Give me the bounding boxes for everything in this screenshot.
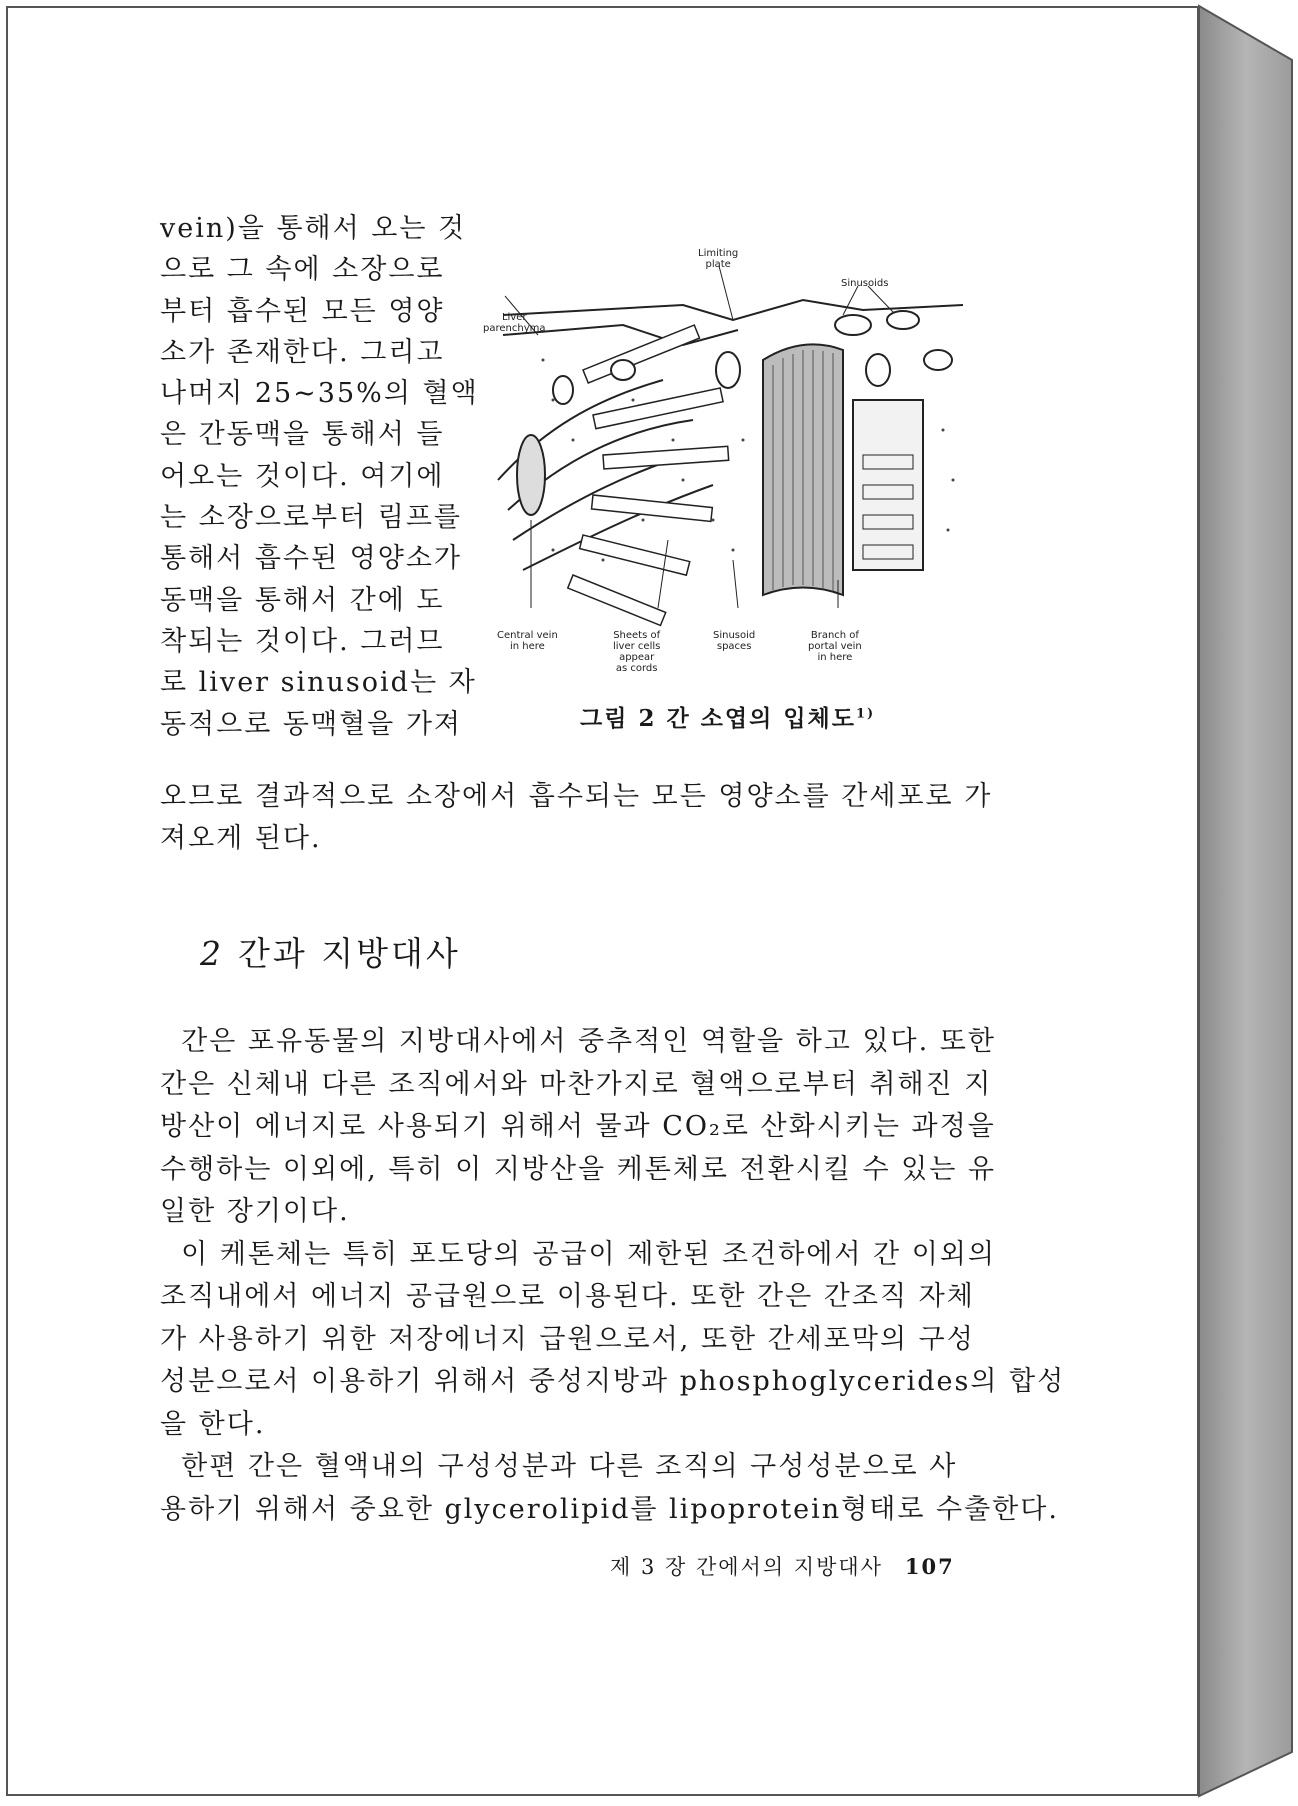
text-line: 소가 존재한다. 그리고 — [160, 336, 445, 368]
text-line: 한편 간은 혈액내의 구성성분과 다른 조직의 구성성분으로 사 — [160, 1451, 958, 1482]
label-liver-parenchyma: Liver parenchyma — [483, 312, 546, 334]
text-line: 간은 포유동물의 지방대사에서 중추적인 역할을 하고 있다. 또한 — [160, 1026, 996, 1057]
text-line: 가 사용하기 위한 저장에너지 급원으로서, 또한 간세포막의 구성 — [160, 1323, 975, 1355]
section-title: 간과 지방대사 — [238, 934, 461, 973]
text-line: 오므로 결과적으로 소장에서 흡수되는 모든 영양소를 간세포로 가 — [160, 781, 993, 812]
section-heading — [200, 928, 461, 975]
body-paragraphs — [160, 1021, 1066, 1531]
text-line: 져오게 된다. — [160, 823, 322, 854]
page-footer — [610, 1551, 955, 1581]
label-sheets-of-liver-cells: Sheets of liver cells appear as cords — [613, 630, 661, 674]
text-line: 을 한다. — [160, 1408, 266, 1440]
text-line: 는 소장으로부터 림프를 — [160, 502, 462, 534]
text-line: 으로 그 속에 소장으로 — [160, 254, 445, 286]
section-number: 2 — [200, 934, 224, 973]
text-line: 용하기 위해서 중요한 glycerolipid를 lipoprotein형태로 수출한다. — [160, 1493, 1059, 1525]
text-line: 성분으로서 이용하기 위해서 중성지방과 phosphoglycerides의 합성 — [160, 1366, 1066, 1397]
page-number: 107 — [904, 1554, 955, 1579]
label-sinusoid-spaces: Sinusoid spaces — [713, 630, 756, 652]
figure-caption — [580, 700, 875, 733]
text-line: vein)을 통해서 오는 것 — [160, 213, 467, 244]
text-line: 동맥을 통해서 간에 도 — [160, 584, 445, 616]
text-line: 조직내에서 에너지 공급원으로 이용된다. 또한 간은 간조직 자체 — [160, 1281, 975, 1312]
text-line: 나머지 25~35%의 혈액 — [160, 378, 479, 410]
figure-caption-footnote: 1) — [856, 706, 876, 722]
text-line: 동적으로 동맥혈을 가져 — [160, 708, 462, 740]
text-line: 방산이 에너지로 사용되기 위해서 물과 CO₂로 산화시키는 과정을 — [160, 1111, 996, 1142]
text-line: 부터 흡수된 모든 영양 — [160, 295, 445, 327]
text-line: 로 liver sinusoid는 자 — [160, 667, 477, 699]
text-line: 일한 장기이다. — [160, 1196, 350, 1227]
label-limiting-plate: Limiting plate — [698, 248, 739, 270]
text-line: 수행하는 이외에, 특히 이 지방산을 케톤체로 전환시킬 수 있는 유 — [160, 1153, 996, 1185]
chapter-title: 제 3 장 간에서의 지방대사 — [610, 1555, 883, 1579]
liver-lobule-illustration — [483, 250, 983, 670]
text-line: 착되는 것이다. 그러므 — [160, 625, 445, 657]
liver-lobule-figure — [483, 248, 983, 674]
text-line: 통해서 흡수된 영양소가 — [160, 543, 462, 575]
text-line: 은 간동맥을 통해서 들 — [160, 419, 445, 451]
text-line: 간은 신체내 다른 조직에서와 마찬가지로 혈액으로부터 취해진 지 — [160, 1068, 993, 1100]
figure-caption-text: 그림 2 간 소엽의 입체도 — [580, 705, 856, 732]
left-column-text — [160, 208, 479, 745]
text-line: 어오는 것이다. 여기에 — [160, 460, 445, 492]
label-central-vein: Central vein in here — [497, 630, 558, 652]
text-line: 이 케톤체는 특히 포도당의 공급이 제한된 조건하에서 간 이외의 — [160, 1238, 996, 1270]
label-sinusoids: Sinusoids — [841, 278, 889, 289]
label-branch-portal-vein: Branch of portal vein in here — [808, 630, 862, 663]
